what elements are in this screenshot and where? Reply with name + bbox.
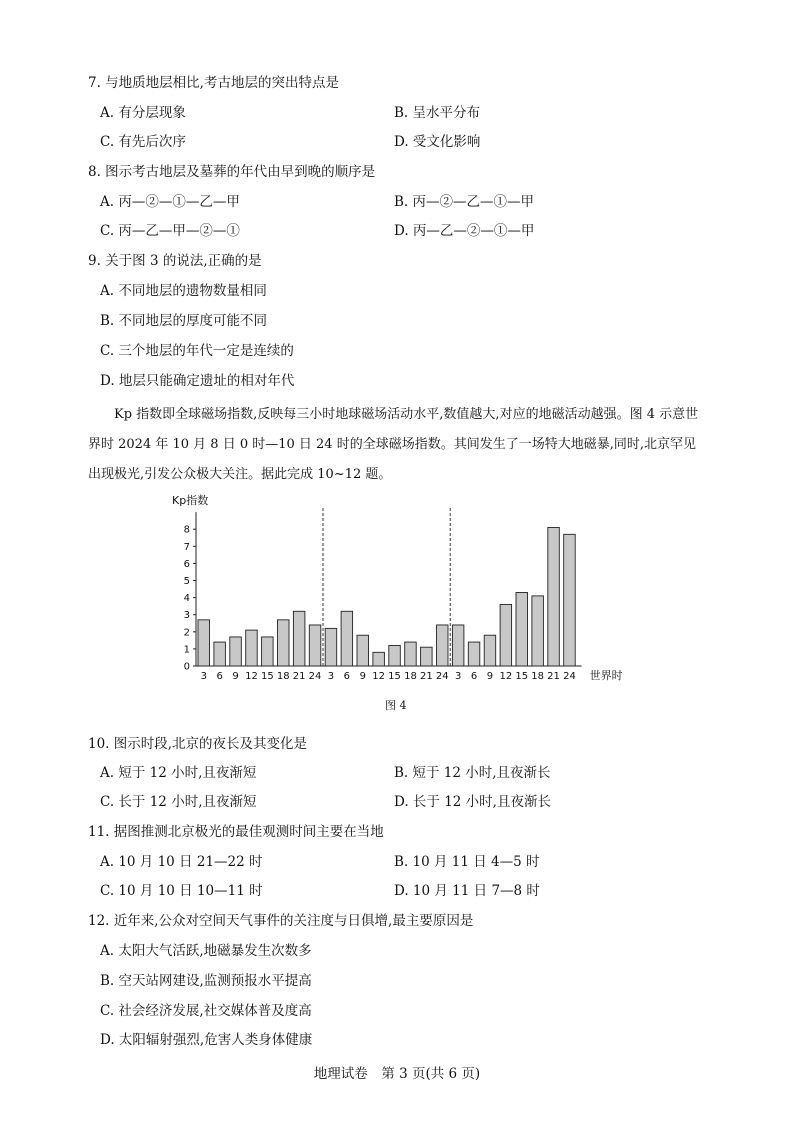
q12-stem: 12. 近年来,公众对空间天气事件的关注度与日俱增,最主要原因是 bbox=[88, 913, 474, 929]
page-footer: 地理试卷 第 3 页(共 6 页) bbox=[313, 1066, 481, 1082]
q9-option-d: D. 地层只能确定遗址的相对年代 bbox=[100, 373, 295, 389]
y-tick-label: 8 bbox=[183, 524, 190, 536]
x-tick-label: 18 bbox=[404, 671, 417, 682]
figure-caption: 图 4 bbox=[385, 699, 407, 712]
q11-option-a: A. 10 月 10 日 21—22 时 bbox=[100, 854, 263, 870]
q12-option-a: A. 太阳大气活跃,地磁暴发生次数多 bbox=[100, 943, 312, 959]
y-tick-label: 1 bbox=[183, 644, 190, 656]
x-tick-label: 9 bbox=[232, 671, 239, 682]
kp-bar bbox=[405, 642, 417, 666]
kp-bar bbox=[421, 647, 433, 666]
q8-option-b: B. 丙—②—乙—①—甲 bbox=[394, 194, 535, 210]
kp-passage-text: Kp 指数即全球磁场指数,反映每三小时地球磁场活动水平,数值越大,对应的地磁活动越强。图 4 示意世界时 2024 年 10 月 8 日 0 时—10 日 24 时的全球磁场指数。其间发生了一场特大地磁暴,同时,北京罕见出现极光,引发公众极大关注。据此完成 10~12 题。 bbox=[88, 407, 699, 482]
x-tick-label: 24 bbox=[308, 671, 322, 682]
x-tick-label: 3 bbox=[327, 671, 335, 682]
kp-bar bbox=[500, 604, 512, 666]
q9-option-b: B. 不同地层的厚度可能不同 bbox=[100, 313, 268, 329]
y-tick-label: 5 bbox=[183, 576, 190, 587]
q10-option-b: B. 短于 12 小时,且夜渐长 bbox=[394, 765, 551, 781]
kp-bar bbox=[357, 635, 369, 666]
x-tick-label: 9 bbox=[486, 671, 494, 682]
x-tick-label: 3 bbox=[200, 671, 207, 682]
kp-bar bbox=[516, 592, 528, 666]
q9-option-c: C. 三个地层的年代一定是连续的 bbox=[100, 343, 294, 359]
q11-option-b: B. 10 月 11 日 4—5 时 bbox=[394, 854, 540, 870]
kp-bar bbox=[389, 645, 401, 666]
kp-bar bbox=[548, 527, 560, 666]
q7-option-c: C. 有先后次序 bbox=[100, 134, 186, 150]
q10-stem: 10. 图示时段,北京的夜长及其变化是 bbox=[88, 736, 308, 752]
q8-stem: 8. 图示考古地层及墓葬的年代由早到晚的顺序是 bbox=[88, 164, 376, 180]
q11-stem: 11. 据图推测北京极光的最佳观测时间主要在当地 bbox=[88, 824, 384, 840]
q10-option-d: D. 长于 12 小时,且夜渐长 bbox=[394, 794, 551, 810]
kp-bar bbox=[278, 620, 290, 666]
x-tick-label: 6 bbox=[343, 671, 351, 682]
kp-chart-svg bbox=[160, 490, 640, 690]
q10-option-c: C. 长于 12 小时,且夜渐短 bbox=[100, 794, 257, 810]
kp-bar bbox=[437, 625, 449, 666]
q10-option-a: A. 短于 12 小时,且夜渐短 bbox=[100, 765, 257, 781]
x-tick-label: 21 bbox=[547, 671, 560, 682]
kp-passage bbox=[88, 400, 708, 490]
q7-option-d: D. 受文化影响 bbox=[394, 134, 481, 150]
x-tick-label: 21 bbox=[292, 671, 306, 682]
q7-option-b: B. 呈水平分布 bbox=[394, 105, 481, 121]
y-tick-label: 2 bbox=[183, 627, 190, 639]
x-tick-label: 9 bbox=[359, 671, 366, 682]
kp-bar bbox=[262, 637, 274, 666]
x-tick-label: 15 bbox=[388, 671, 401, 682]
q9-stem: 9. 关于图 3 的说法,正确的是 bbox=[88, 253, 262, 269]
y-tick-label: 4 bbox=[183, 593, 190, 605]
x-tick-label: 15 bbox=[260, 671, 274, 682]
q11-option-c: C. 10 月 10 日 10—11 时 bbox=[100, 883, 263, 899]
x-tick-label: 3 bbox=[454, 671, 462, 682]
kp-bar bbox=[564, 534, 576, 666]
kp-bar bbox=[293, 611, 305, 666]
x-tick-label: 12 bbox=[372, 671, 386, 682]
y-tick-label: 0 bbox=[183, 661, 190, 673]
y-tick-label: 6 bbox=[183, 558, 190, 570]
x-tick-label: 6 bbox=[216, 671, 223, 682]
q9-option-a: A. 不同地层的遗物数量相同 bbox=[100, 283, 267, 299]
x-tick-label: 6 bbox=[470, 671, 478, 682]
y-tick-label: 3 bbox=[183, 610, 190, 622]
x-tick-label: 24 bbox=[563, 671, 576, 682]
x-tick-label: 18 bbox=[531, 671, 545, 682]
kp-bar bbox=[214, 642, 226, 666]
x-tick-label: 24 bbox=[435, 671, 449, 682]
kp-bar bbox=[230, 637, 242, 666]
y-tick-label: 7 bbox=[183, 541, 190, 553]
kp-bar bbox=[198, 620, 210, 666]
x-tick-label: 21 bbox=[419, 671, 433, 682]
kp-bar bbox=[452, 625, 464, 666]
kp-bar bbox=[532, 596, 544, 666]
q8-option-c: C. 丙—乙—甲—②—① bbox=[100, 223, 240, 239]
kp-bar bbox=[484, 635, 496, 666]
q12-option-c: C. 社会经济发展,社交媒体普及度高 bbox=[100, 1003, 312, 1019]
x-tick-label: 12 bbox=[245, 671, 258, 682]
q7-stem: 7. 与地质地层相比,考古地层的突出特点是 bbox=[88, 75, 339, 91]
kp-bar bbox=[309, 625, 321, 666]
y-axis-label: Kp指数 bbox=[172, 494, 209, 507]
q11-option-d: D. 10 月 11 日 7—8 时 bbox=[394, 883, 540, 899]
x-tick-label: 12 bbox=[499, 671, 513, 682]
x-tick-label: 15 bbox=[515, 671, 529, 682]
x-axis-label: 世界时 bbox=[589, 669, 623, 682]
kp-bar bbox=[373, 652, 385, 666]
q7-option-a: A. 有分层现象 bbox=[100, 105, 186, 121]
kp-index-chart bbox=[160, 490, 640, 690]
q8-option-a: A. 丙—②—①—乙—甲 bbox=[100, 194, 240, 210]
x-tick-label: 18 bbox=[276, 671, 290, 682]
kp-bar bbox=[325, 628, 337, 666]
q12-option-b: B. 空天站网建设,监测预报水平提高 bbox=[100, 973, 312, 989]
q8-option-d: D. 丙—乙—②—①—甲 bbox=[394, 223, 535, 239]
q12-option-d: D. 太阳辐射强烈,危害人类身体健康 bbox=[100, 1032, 313, 1048]
kp-bar bbox=[468, 642, 480, 666]
kp-bar bbox=[341, 611, 353, 666]
kp-bar bbox=[246, 630, 258, 666]
